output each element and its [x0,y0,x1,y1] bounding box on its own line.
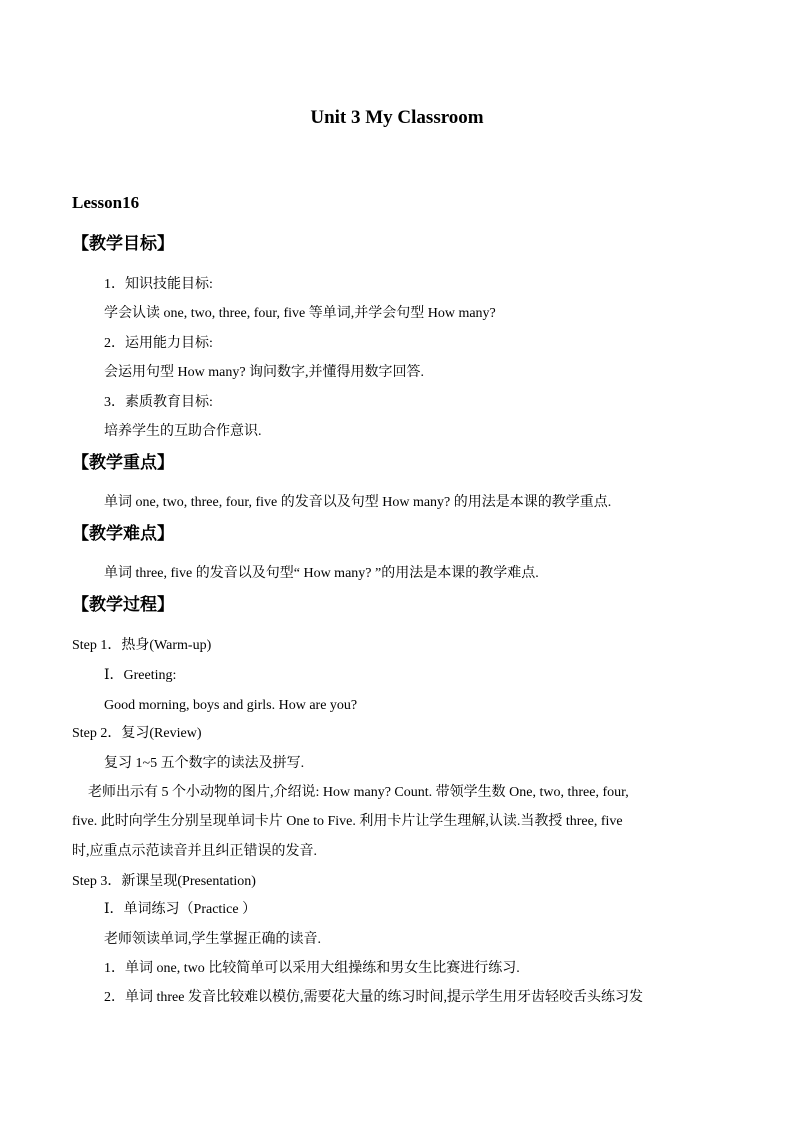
process-line: 时,应重点示范读音并且纠正错误的发音. [72,844,317,859]
process-line: Step 2．复习(Review) [72,726,202,741]
key-points-heading: 【教学重点】 [72,453,174,472]
lesson-label: Lesson16 [72,193,140,212]
objective-line: 2．运用能力目标: [104,336,213,351]
difficulties-heading: 【教学难点】 [72,524,174,543]
difficulties-text: 单词 three, five 的发音以及句型“ How many? ”的用法是本课的教学难点. [104,566,539,581]
objectives-heading: 【教学目标】 [72,234,174,253]
process-line: five. 此时向学生分别呈现单词卡片 One to Five. 利用卡片让学生理解,认读.当教授 three, five [72,814,623,829]
process-line: Step 1．热身(Warm-up) [72,638,212,653]
process-line: 老师领读单词,学生掌握正确的读音. [104,932,321,947]
process-line: 2．单词 three 发音比较难以模仿,需要花大量的练习时间,提示学生用牙齿轻咬舌头练习发 [104,990,643,1005]
document-title: Unit 3 My Classroom [310,107,484,128]
process-line: 复习 1~5 五个数字的读法及拼写. [104,756,305,771]
process-line: Good morning, boys and girls. How are you? [104,698,358,713]
objective-line: 学会认读 one, two, three, four, five 等单词,并学会句型 How many? [104,306,496,321]
process-line: 老师出示有 5 个小动物的图片,介绍说: How many? Count. 带领学生数 One, two, three, four, [88,785,629,800]
process-line: Step 3．新课呈现(Presentation) [72,874,256,889]
process-heading: 【教学过程】 [72,595,174,614]
process-line: 1．单词 one, two 比较简单可以采用大组操练和男女生比赛进行练习. [104,961,520,976]
key-points-text: 单词 one, two, three, four, five 的发音以及句型 How many? 的用法是本课的教学重点. [104,495,612,510]
process-line: Ⅰ．单词练习（Practice ） [104,902,257,917]
process-line: Ⅰ．Greeting: [104,668,177,683]
objective-line: 会运用句型 How many? 询问数字,并懂得用数字回答. [104,365,425,380]
objective-line: 1．知识技能目标: [104,277,213,292]
objective-line: 培养学生的互助合作意识. [104,424,262,439]
objective-line: 3．素质教育目标: [104,395,213,410]
